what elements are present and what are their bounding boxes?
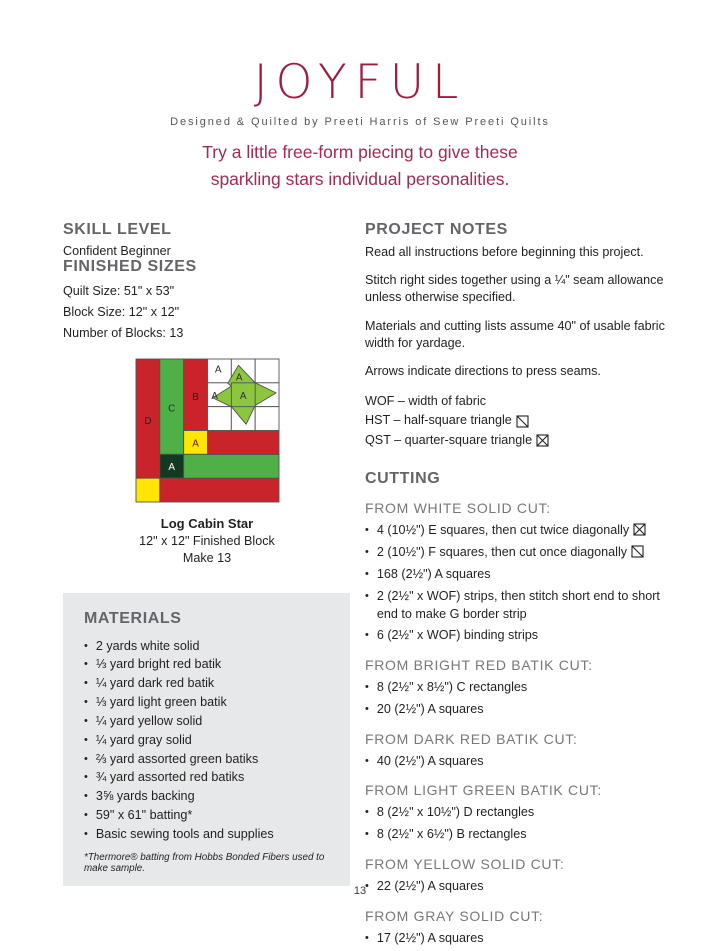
cutting-item	[365, 626, 680, 645]
skill-level-value: Confident Beginner	[63, 243, 171, 258]
cutting-item-text: 8 (2½" x 6½") B rectangles	[376, 827, 527, 842]
cutting-item-text: 2 (2½" x WOF) strips, then stitch short end to short end to make G border strip	[376, 588, 660, 621]
piece-label: D	[143, 416, 152, 428]
bullet-icon: •	[365, 931, 369, 944]
size-line: Block Size: 12" x 12"	[63, 304, 180, 319]
list-item-text: ⅔ yard assorted green batiks	[95, 751, 259, 766]
hst-icon	[631, 545, 644, 558]
bullet-icon: •	[84, 827, 88, 840]
log-piece	[159, 478, 278, 502]
bullet-icon: •	[365, 546, 369, 559]
block-diagram-caption	[77, 515, 337, 567]
bullet-icon: •	[365, 680, 369, 693]
list-item-text: ¼ yard dark red batik	[95, 676, 215, 691]
bullet-icon: •	[365, 754, 369, 767]
cutting-item-text: 20 (2½") A squares	[376, 701, 484, 716]
left-column	[63, 221, 351, 886]
cutting-subheading: FROM BRIGHT RED BATIK CUT:	[365, 656, 593, 673]
skill-level-heading: SKILL LEVEL	[63, 220, 172, 238]
piece-label: A	[191, 438, 199, 450]
cutting-item	[365, 543, 680, 562]
cutting-list	[365, 803, 680, 844]
bullet-icon: •	[84, 696, 88, 709]
list-item-text: ⅓ yard bright red batik	[95, 657, 222, 672]
cutting-subheading: FROM GRAY SOLID CUT:	[365, 907, 544, 924]
page-number: 13	[353, 885, 367, 897]
list-item-text: ⅓ yard light green batik	[95, 695, 227, 710]
list-item-text: ¾ yard assorted red batiks	[95, 770, 245, 785]
cutting-item	[365, 752, 680, 771]
list-item	[84, 712, 338, 731]
bullet-icon: •	[365, 568, 369, 581]
list-item	[84, 731, 338, 750]
cutting-item-text: 6 (2½" x WOF) binding strips	[376, 628, 539, 643]
cutting-item-text: 8 (2½" x 8½") C rectangles	[376, 679, 528, 694]
bullet-icon: •	[365, 524, 369, 537]
cutting-item	[365, 803, 680, 822]
cutting-item	[365, 521, 680, 540]
bullet-icon: •	[84, 658, 88, 671]
list-item	[84, 787, 338, 806]
piece-label: A	[235, 372, 243, 384]
qst-icon	[633, 523, 646, 536]
abbreviation-row	[365, 411, 680, 431]
cutting-item-text: 2 (10½") F squares, then cut once diagonally	[377, 543, 644, 561]
cutting-list	[365, 678, 680, 719]
block-diagram	[77, 359, 337, 567]
cutting-subheading: FROM LIGHT GREEN BATIK CUT:	[365, 782, 602, 799]
header	[0, 0, 720, 194]
list-item	[84, 750, 338, 769]
list-item-text: Basic sewing tools and supplies	[95, 826, 274, 841]
piece-label: A	[210, 391, 218, 403]
piece-label: C	[167, 403, 175, 415]
cutting-item	[365, 565, 680, 584]
bullet-icon: •	[84, 714, 88, 727]
cutting-item	[365, 700, 680, 719]
finished-sizes-heading: FINISHED SIZES	[63, 257, 197, 275]
caption-make: Make 13	[182, 550, 232, 565]
abbreviation-text: HST – half-square triangle	[365, 413, 512, 428]
project-notes-heading: PROJECT NOTES	[365, 220, 508, 238]
piece-label: A	[239, 391, 247, 403]
abbreviation-text: QST – quarter-square triangle	[365, 432, 533, 447]
abbreviation-text: WOF – width of fabric	[365, 393, 487, 408]
bullet-icon: •	[84, 752, 88, 765]
list-item	[84, 637, 338, 656]
tagline-line-2: sparkling stars individual personalities.	[210, 169, 510, 190]
byline: Designed & Quilted by Preeti Harris of Sew Preeti Quilts	[170, 116, 550, 129]
list-item-text: ¼ yard gray solid	[95, 732, 192, 747]
bullet-icon: •	[84, 677, 88, 690]
qst-icon	[536, 434, 549, 447]
cutting-heading: CUTTING	[365, 470, 441, 488]
caption-title: Log Cabin Star	[160, 516, 254, 532]
cutting-list	[365, 521, 680, 645]
cutting-item-text: 22 (2½") A squares	[376, 879, 484, 894]
content-columns	[0, 194, 720, 951]
bullet-icon: •	[365, 589, 369, 602]
list-item	[84, 655, 338, 674]
star-background-cell	[255, 359, 279, 383]
project-notes-paragraphs	[365, 244, 680, 381]
size-line: Number of Blocks: 13	[63, 325, 184, 340]
list-item	[84, 768, 338, 787]
hst-icon	[516, 415, 529, 428]
abbreviation-list	[365, 392, 680, 451]
log-piece	[183, 454, 278, 478]
tagline	[0, 139, 720, 193]
bullet-icon: •	[365, 702, 369, 715]
bullet-icon: •	[84, 771, 88, 784]
caption-size: 12" x 12" Finished Block	[139, 533, 275, 548]
cutting-groups	[365, 500, 680, 947]
list-item-text: 2 yards white solid	[95, 638, 200, 653]
bullet-icon: •	[84, 790, 88, 803]
piece-label: A	[167, 462, 175, 474]
cutting-subheading: FROM YELLOW SOLID CUT:	[365, 856, 565, 873]
bullet-icon: •	[365, 880, 369, 893]
log-piece	[207, 431, 279, 455]
log-piece	[136, 478, 160, 502]
materials-list	[84, 637, 338, 844]
cutting-list	[365, 929, 680, 948]
list-item	[84, 693, 338, 712]
note-paragraph: Read all instructions before beginning this project.	[365, 244, 644, 259]
cutting-list	[365, 752, 680, 771]
star-background-cell	[255, 407, 279, 431]
bullet-icon: •	[84, 733, 88, 746]
note-paragraph: Stitch right sides together using a ¼" seam allowance unless otherwise specified.	[365, 272, 664, 305]
tagline-line-1: Try a little free-form piecing to give these	[202, 142, 518, 163]
note-paragraph: Arrows indicate directions to press seams.	[365, 364, 601, 379]
abbreviation-row	[365, 392, 680, 412]
bullet-icon: •	[365, 806, 369, 819]
cutting-item-text: 8 (2½" x 10½") D rectangles	[376, 805, 535, 820]
abbreviation-row	[365, 431, 680, 451]
bullet-icon: •	[84, 639, 88, 652]
block-diagram-svg	[136, 359, 279, 502]
materials-footnote: *Thermore® batting from Hobbs Bonded Fibers used to make sample.	[84, 851, 325, 874]
bullet-icon: •	[365, 629, 369, 642]
materials-heading: MATERIALS	[84, 609, 182, 627]
cutting-item	[365, 678, 680, 697]
bullet-icon: •	[365, 828, 369, 841]
note-paragraph: Materials and cutting lists assume 40" of usable fabric width for yardage.	[365, 318, 665, 351]
cutting-item-text: 4 (10½") E squares, then cut twice diagonally	[377, 521, 646, 539]
cutting-item	[365, 929, 680, 948]
list-item	[84, 806, 338, 825]
star-background-cell	[207, 407, 231, 431]
bullet-icon: •	[84, 809, 88, 822]
finished-sizes-list	[63, 281, 351, 344]
cutting-item-text: 17 (2½") A squares	[376, 930, 484, 945]
size-line: Quilt Size: 51" x 53"	[63, 283, 175, 298]
cutting-subheading: FROM DARK RED BATIK CUT:	[365, 730, 578, 747]
list-item	[84, 825, 338, 844]
cutting-item-text: 168 (2½") A squares	[376, 567, 491, 582]
cutting-item	[365, 587, 680, 623]
list-item-text: 3⅝ yards backing	[95, 789, 195, 804]
list-item-text: ¼ yard yellow solid	[95, 713, 203, 728]
page-title: JOYFUL	[253, 55, 467, 110]
piece-label: A	[214, 364, 222, 376]
cutting-item	[365, 825, 680, 844]
materials-box	[63, 593, 350, 886]
piece-label: B	[191, 392, 199, 404]
cutting-subheading: FROM WHITE SOLID CUT:	[365, 500, 551, 517]
right-column	[365, 221, 680, 951]
list-item	[84, 674, 338, 693]
cutting-item-text: 40 (2½") A squares	[376, 753, 484, 768]
list-item-text: 59" x 61" batting*	[95, 808, 193, 823]
